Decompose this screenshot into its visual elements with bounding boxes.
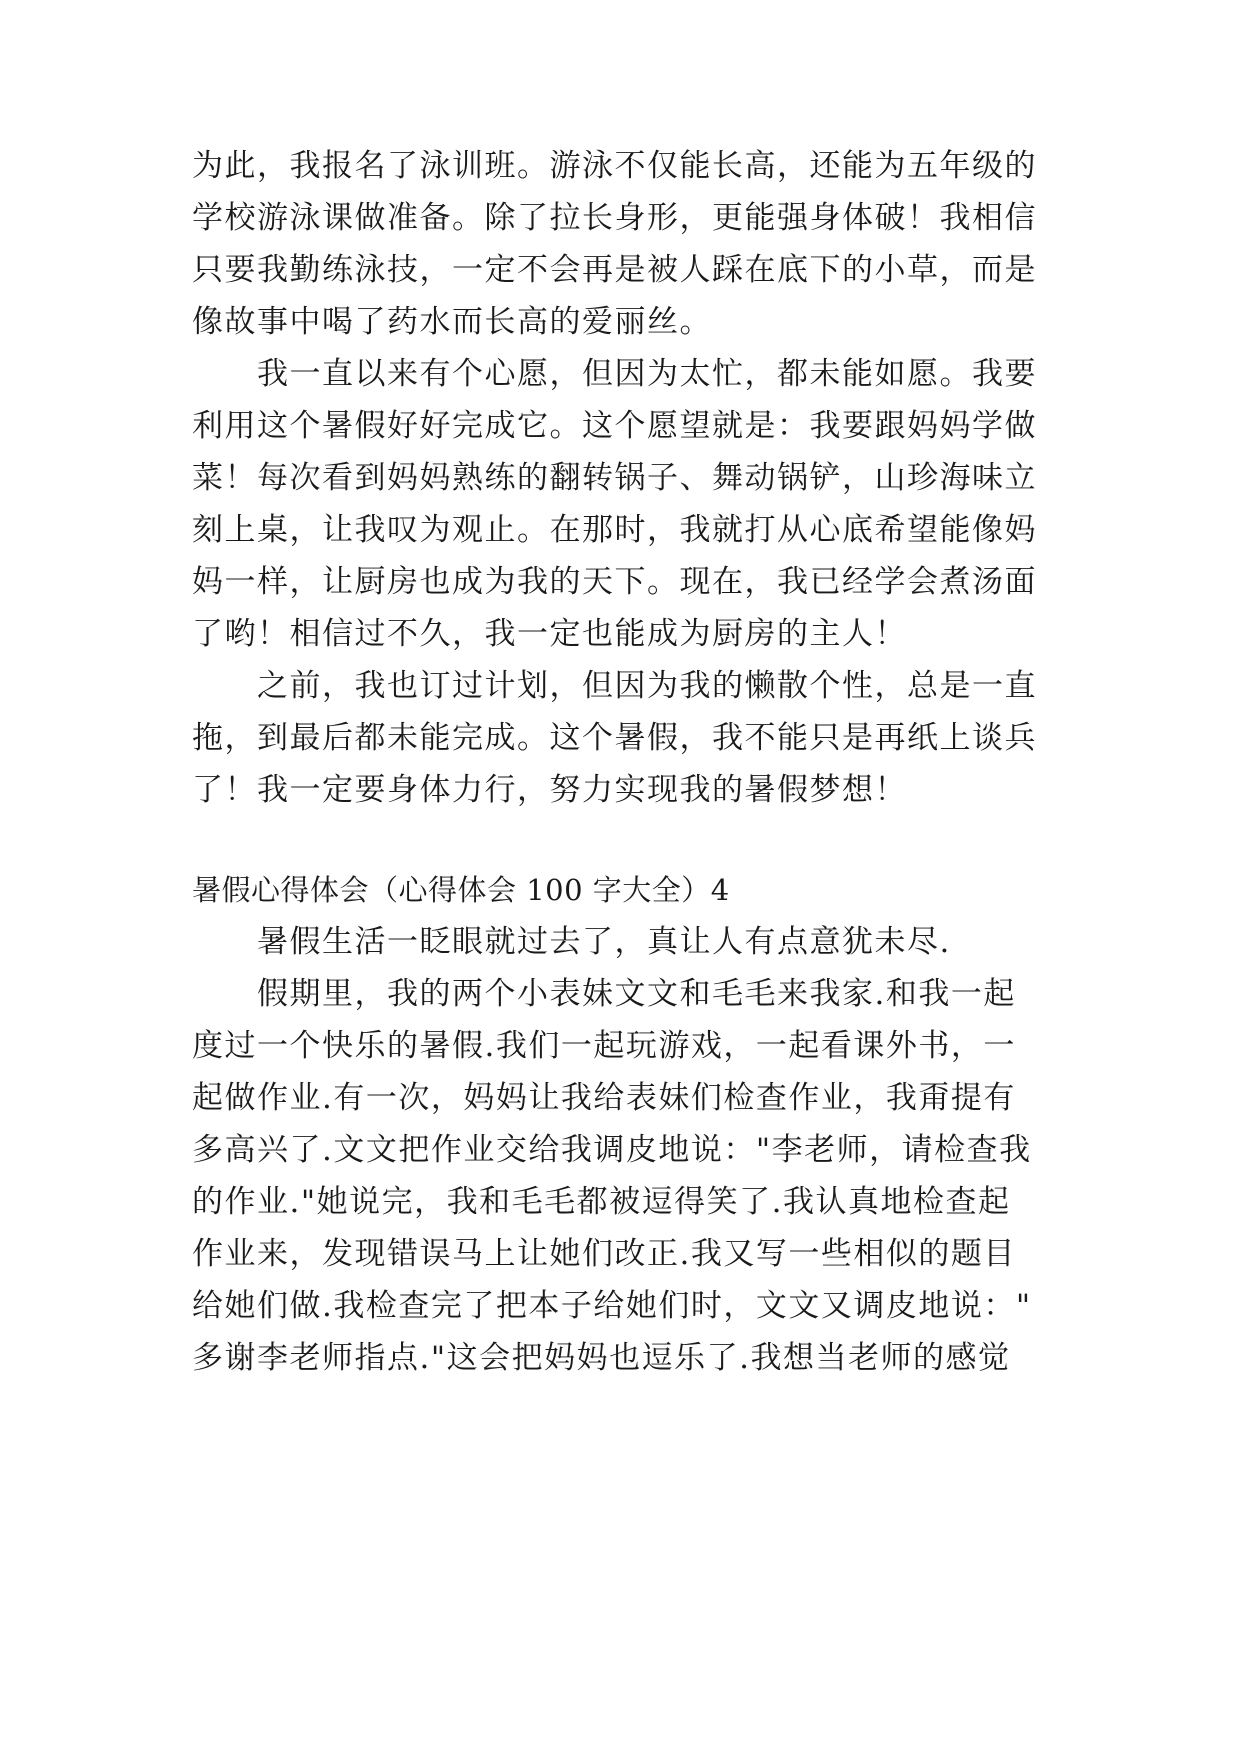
- text-line: 菜！每次看到妈妈熟练的翻转锅子、舞动锅铲，山珍海味立: [192, 460, 1037, 496]
- text-line: 刻上桌，让我叹为观止。在那时，我就打从心底希望能像妈: [192, 512, 1037, 548]
- text-line: 像故事中喝了药水而长高的爱丽丝。: [192, 304, 712, 340]
- text-line: 学校游泳课做准备。除了拉长身形，更能强身体破！我相信: [192, 200, 1037, 236]
- text-line: 为此，我报名了泳训班。游泳不仅能长高，还能为五年级的: [192, 148, 1037, 184]
- text-line: 只要我勤练泳技，一定不会再是被人踩在底下的小草，而是: [192, 252, 1037, 288]
- text-line: 我一直以来有个心愿，但因为太忙，都未能如愿。我要: [192, 356, 1037, 392]
- text-line: 的作业."她说完，我和毛毛都被逗得笑了.我认真地检查起: [192, 1184, 1011, 1220]
- text-line: 作业来，发现错误马上让她们改正.我又写一些相似的题目: [192, 1236, 1016, 1272]
- text-line: 利用这个暑假好好完成它。这个愿望就是：我要跟妈妈学做: [192, 408, 1037, 444]
- text-line: 度过一个快乐的暑假.我们一起玩游戏，一起看课外书，一: [192, 1028, 1016, 1064]
- text-line: 妈一样，让厨房也成为我的天下。现在，我已经学会煮汤面: [192, 564, 1037, 600]
- text-line: 多高兴了.文文把作业交给我调皮地说："李老师，请检查我: [192, 1132, 1032, 1168]
- text-line: 之前，我也订过计划，但因为我的懒散个性，总是一直: [192, 668, 1037, 704]
- text-line: 了哟！相信过不久，我一定也能成为厨房的主人！: [192, 616, 907, 652]
- section-heading: 暑假心得体会（心得体会 100 字大全）4: [192, 873, 730, 907]
- text-line: 起做作业.有一次，妈妈让我给表妹们检查作业，我甭提有: [192, 1080, 1016, 1116]
- text-line: 拖，到最后都未能完成。这个暑假，我不能只是再纸上谈兵: [192, 720, 1037, 756]
- text-line: 了！我一定要身体力行，努力实现我的暑假梦想！: [192, 772, 907, 808]
- text-line: 假期里，我的两个小表妹文文和毛毛来我家.和我一起: [192, 976, 1016, 1012]
- text-line: 多谢李老师指点."这会把妈妈也逗乐了.我想当老师的感觉: [192, 1340, 1011, 1376]
- text-line: 暑假生活一眨眼就过去了，真让人有点意犹未尽.: [192, 924, 951, 960]
- text-line: 给她们做.我检查完了把本子给她们时，文文又调皮地说：": [192, 1288, 1032, 1324]
